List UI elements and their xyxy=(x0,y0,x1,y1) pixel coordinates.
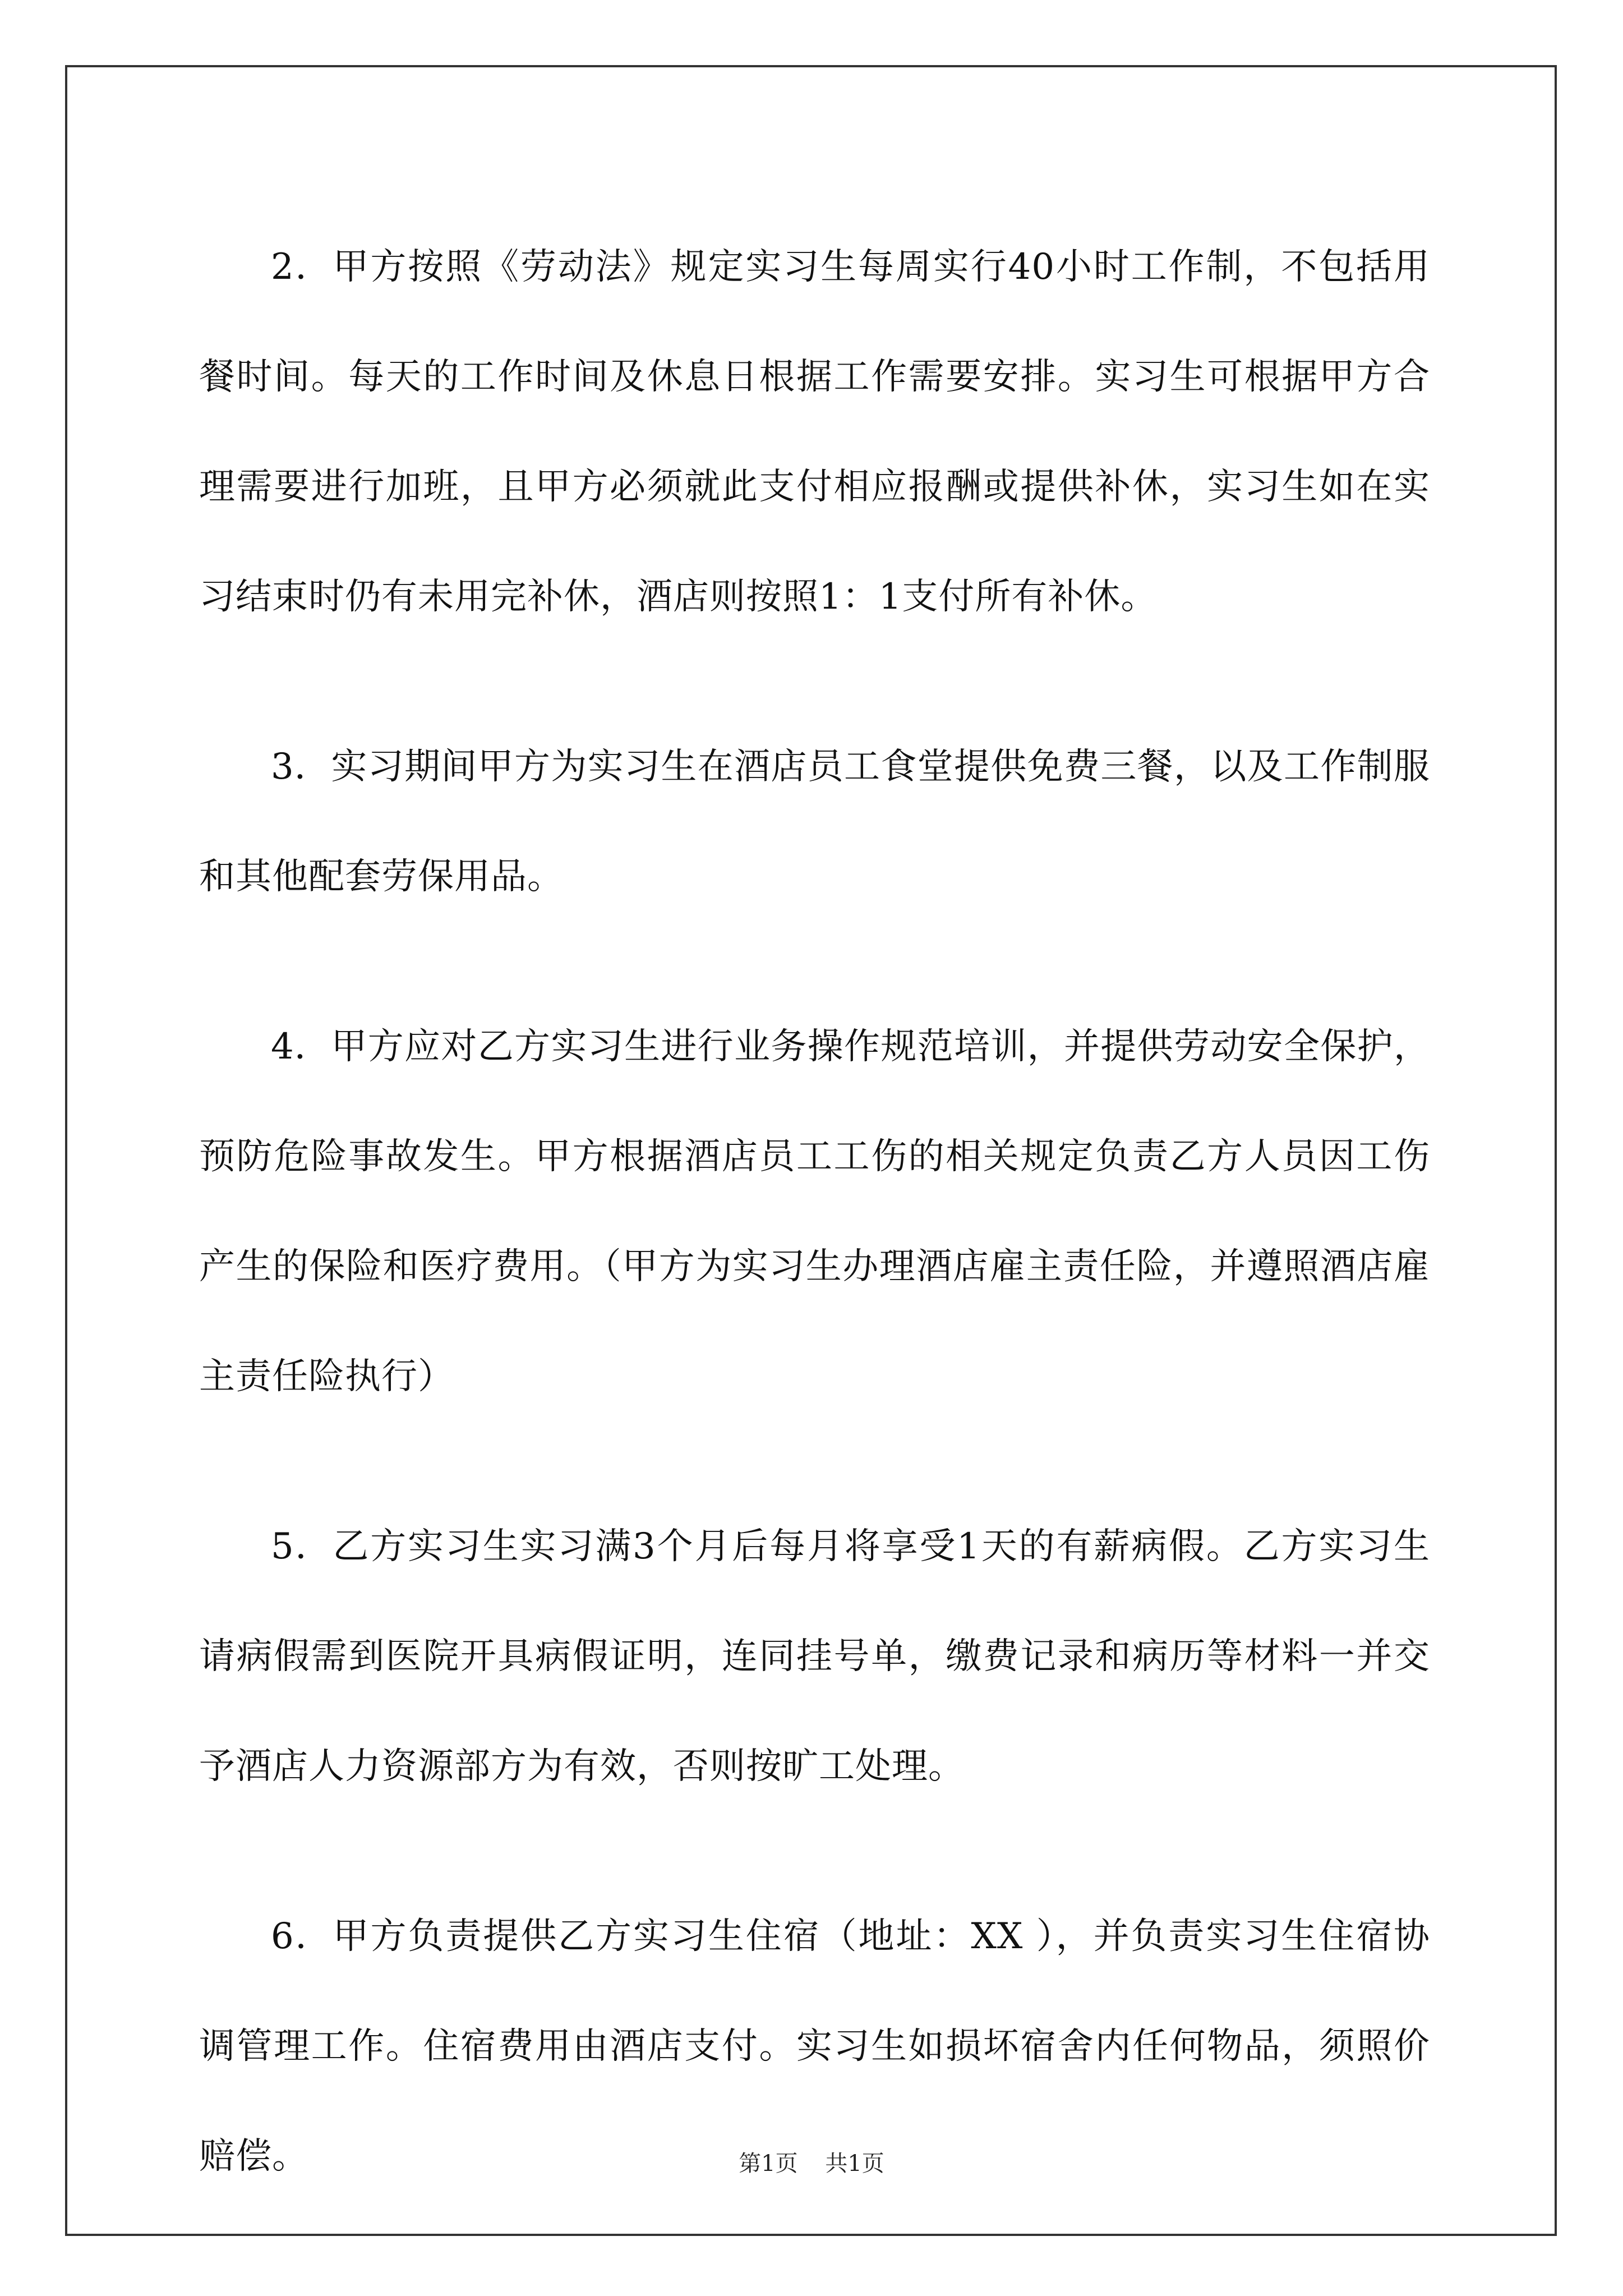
paragraph-clause-4: 4．甲方应对乙方实习生进行业务操作规范培训，并提供劳动安全保护，预防危险事故发生。甲方根据酒店员工工伤的相关规定负责乙方人员因工伤产生的保险和医疗费用。（甲方为实习生办理酒店雇主责任险，并遵照酒店雇主责任险执行） xyxy=(199,1026,1430,1397)
page-number-total: 共1页 xyxy=(825,2151,884,2177)
paragraph-clause-2: 2．甲方按照《劳动法》规定实习生每周实行40小时工作制，不包括用餐时间。每天的工作时间及休息日根据工作需要安排。实习生可根据甲方合理需要进行加班，且甲方必须就此支付相应报酬或提供补休，实习生如在实习结束时仍有未用完补休，酒店则按照1：1支付所有补休。 xyxy=(199,246,1430,618)
paragraph-clause-3: 3．实习期间甲方为实习生在酒店员工食堂提供免费三餐，以及工作制服和其他配套劳保用品。 xyxy=(199,746,1430,898)
paragraph-clause-6: 6．甲方负责提供乙方实习生住宿（地址：XX ），并负责实习生住宿协调管理工作。住宿费用由酒店支付。实习生如损坏宿舍内任何物品，须照价赔偿。 xyxy=(199,1916,1430,2177)
page-number-current: 第1页 xyxy=(739,2151,798,2177)
paragraph-clause-5: 5．乙方实习生实习满3个月后每月将享受1天的有薪病假。乙方实习生请病假需到医院开具病假证明，连同挂号单，缴费记录和病历等材料一并交予酒店人力资源部方为有效，否则按旷工处理。 xyxy=(199,1526,1430,1787)
document-body xyxy=(199,212,1430,2271)
page-footer xyxy=(0,2150,1623,2178)
